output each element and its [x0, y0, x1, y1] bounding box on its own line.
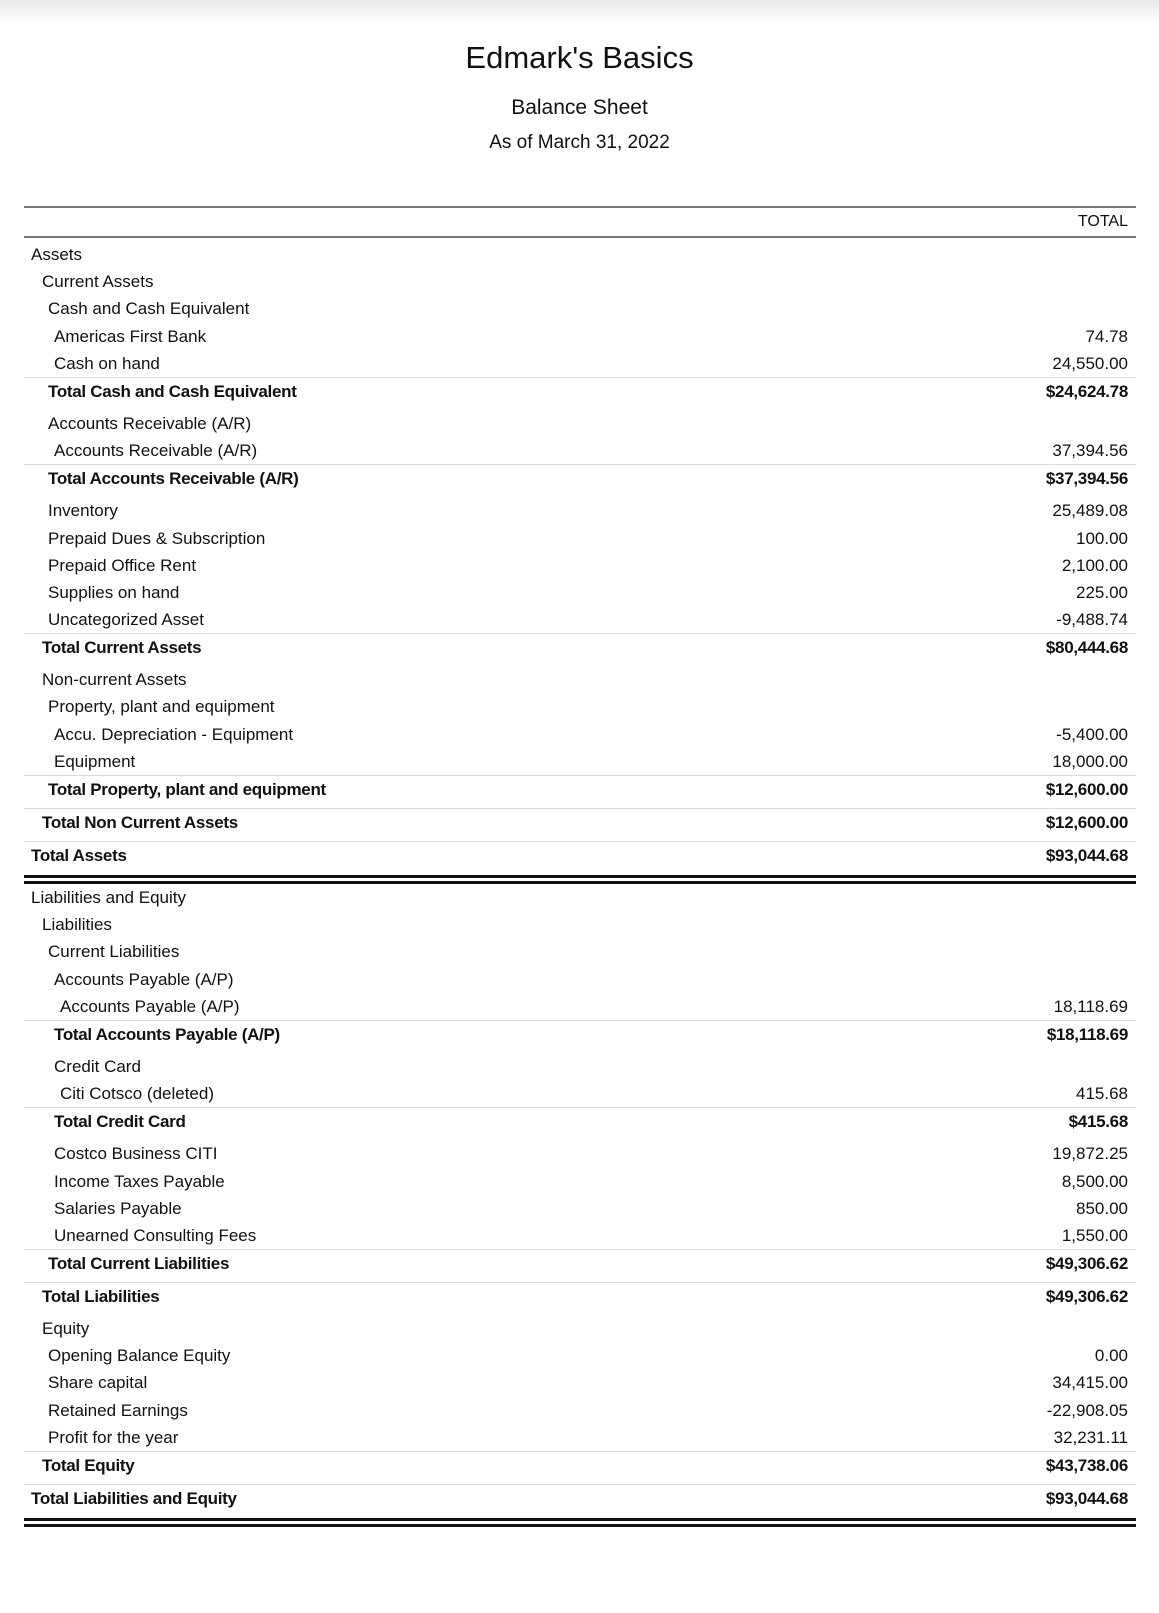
- account-row[interactable]: [24, 525, 1136, 552]
- row-amount[interactable]: $49,306.62: [1045, 1287, 1128, 1307]
- balance-sheet-table: [24, 206, 1136, 1527]
- row-label: Total Assets: [31, 846, 127, 865]
- column-header-total: TOTAL: [1077, 213, 1128, 230]
- row-amount[interactable]: -22,908.05: [1046, 1400, 1128, 1420]
- account-row[interactable]: [24, 721, 1136, 748]
- account-row[interactable]: [24, 552, 1136, 579]
- row-label: Total Non Current Assets: [42, 813, 238, 832]
- row-amount[interactable]: 19,872.25: [1052, 1144, 1128, 1164]
- total-row-credit-card[interactable]: [24, 1107, 1136, 1135]
- row-label: Non-current Assets: [42, 670, 187, 690]
- row-amount[interactable]: -5,400.00: [1056, 724, 1128, 744]
- account-row[interactable]: [24, 497, 1136, 524]
- row-amount[interactable]: $93,044.68: [1045, 846, 1128, 865]
- group-heading-current-assets[interactable]: [24, 268, 1136, 295]
- total-row-assets[interactable]: [24, 841, 1136, 869]
- row-amount[interactable]: 37,394.56: [1052, 441, 1128, 461]
- group-heading-current-liabilities[interactable]: [24, 938, 1136, 965]
- section-heading-liabilities-equity[interactable]: [24, 884, 1136, 911]
- row-amount[interactable]: 850.00: [1076, 1198, 1128, 1218]
- account-row[interactable]: [24, 579, 1136, 606]
- row-label: Inventory: [48, 501, 118, 521]
- group-heading-credit-card[interactable]: [24, 1053, 1136, 1080]
- total-row-cash[interactable]: [24, 377, 1136, 405]
- row-label: Current Liabilities: [48, 942, 180, 962]
- row-label: Total Current Assets: [42, 638, 202, 658]
- window-top-shade: [0, 0, 1159, 24]
- account-row[interactable]: [24, 1397, 1136, 1424]
- total-row-liabilities-equity[interactable]: [24, 1484, 1136, 1512]
- row-amount[interactable]: $12,600.00: [1045, 780, 1128, 799]
- row-label: Cash on hand: [54, 353, 160, 373]
- row-label: Equity: [42, 1319, 90, 1339]
- row-label: Accounts Payable (A/P): [54, 969, 234, 989]
- row-label: Credit Card: [54, 1056, 141, 1076]
- row-label: Total Property, plant and equipment: [48, 780, 326, 799]
- row-amount[interactable]: 0.00: [1094, 1346, 1128, 1366]
- row-amount[interactable]: $18,118.69: [1046, 1024, 1128, 1044]
- row-amount[interactable]: 74.78: [1085, 326, 1128, 346]
- account-row[interactable]: [24, 993, 1136, 1020]
- row-label: Total Current Liabilities: [48, 1254, 230, 1274]
- column-header-row: [24, 208, 1136, 236]
- company-name: Edmark's Basics: [465, 40, 694, 75]
- account-row[interactable]: [24, 1168, 1136, 1195]
- group-heading-non-current-assets[interactable]: [24, 666, 1136, 693]
- row-amount[interactable]: $415.68: [1068, 1112, 1128, 1132]
- row-label: Prepaid Office Rent: [48, 555, 197, 575]
- row-label: Accounts Receivable (A/R): [48, 413, 252, 433]
- report-title: Balance Sheet: [511, 96, 648, 119]
- row-label: Costco Business CITI: [54, 1144, 218, 1164]
- row-label: Total Liabilities and Equity: [31, 1489, 237, 1508]
- row-label: Share capital: [48, 1373, 148, 1393]
- double-rule-liabilities-equity: [24, 1518, 1136, 1527]
- account-row[interactable]: [24, 437, 1136, 464]
- account-row[interactable]: [24, 748, 1136, 775]
- row-amount[interactable]: $24,624.78: [1045, 381, 1128, 401]
- row-label: Opening Balance Equity: [48, 1346, 231, 1366]
- row-label: Liabilities and Equity: [31, 888, 186, 907]
- account-row[interactable]: [24, 1369, 1136, 1396]
- row-label: Total Accounts Payable (A/P): [54, 1024, 280, 1044]
- row-amount[interactable]: 32,231.11: [1053, 1427, 1128, 1447]
- row-label: Cash and Cash Equivalent: [48, 299, 250, 319]
- row-label: Unearned Consulting Fees: [54, 1225, 257, 1245]
- report-date: As of March 31, 2022: [489, 132, 670, 153]
- row-amount[interactable]: 2,100.00: [1061, 555, 1128, 575]
- row-amount[interactable]: 225.00: [1076, 582, 1128, 602]
- row-amount[interactable]: -9,488.74: [1056, 610, 1128, 630]
- account-row[interactable]: [24, 350, 1136, 377]
- account-row[interactable]: [24, 1140, 1136, 1167]
- row-label: Total Accounts Receivable (A/R): [48, 469, 299, 489]
- row-label: Profit for the year: [48, 1427, 179, 1447]
- row-label: Assets: [31, 245, 83, 264]
- total-row-current-assets[interactable]: [24, 633, 1136, 661]
- row-label: Current Assets: [42, 272, 154, 292]
- row-label: Accounts Payable (A/P): [60, 996, 240, 1016]
- row-amount[interactable]: $43,738.06: [1045, 1456, 1128, 1475]
- row-label: Equipment: [54, 751, 136, 771]
- row-amount[interactable]: 8,500.00: [1061, 1171, 1128, 1191]
- account-row[interactable]: [24, 323, 1136, 350]
- row-label: Total Cash and Cash Equivalent: [48, 381, 297, 401]
- assets-section: [24, 241, 1136, 884]
- row-label: Total Credit Card: [54, 1112, 186, 1132]
- row-label: Accounts Receivable (A/R): [54, 441, 258, 461]
- account-row[interactable]: [24, 606, 1136, 633]
- row-amount[interactable]: $80,444.68: [1045, 638, 1128, 658]
- row-amount[interactable]: 1,550.00: [1061, 1225, 1128, 1245]
- row-amount[interactable]: 24,550.00: [1052, 353, 1128, 373]
- row-label: Salaries Payable: [54, 1198, 182, 1218]
- row-label: Prepaid Dues & Subscription: [48, 528, 266, 548]
- row-amount[interactable]: 25,489.08: [1052, 501, 1128, 521]
- account-row[interactable]: [24, 1222, 1136, 1249]
- row-label: Uncategorized Asset: [48, 610, 204, 630]
- row-amount[interactable]: $49,306.62: [1045, 1254, 1128, 1274]
- row-label: Supplies on hand: [48, 582, 180, 602]
- row-label: Income Taxes Payable: [54, 1171, 225, 1191]
- row-amount[interactable]: 415.68: [1076, 1084, 1128, 1104]
- row-amount[interactable]: 18,000.00: [1052, 751, 1128, 771]
- group-heading-cash[interactable]: [24, 295, 1136, 322]
- total-row-ppe[interactable]: [24, 775, 1136, 803]
- total-row-ar[interactable]: [24, 464, 1136, 492]
- group-heading-ap[interactable]: [24, 966, 1136, 993]
- row-amount[interactable]: 34,415.00: [1052, 1373, 1128, 1393]
- row-label: Citi Cotsco (deleted): [60, 1084, 215, 1104]
- row-label: Total Equity: [42, 1456, 135, 1475]
- group-heading-liabilities[interactable]: [24, 911, 1136, 938]
- account-row[interactable]: [24, 1195, 1136, 1222]
- total-row-non-current-assets[interactable]: [24, 808, 1136, 836]
- row-amount[interactable]: $37,394.56: [1045, 469, 1128, 489]
- account-row[interactable]: [24, 1080, 1136, 1107]
- total-row-ap[interactable]: [24, 1020, 1136, 1048]
- row-amount[interactable]: 18,118.69: [1053, 996, 1128, 1016]
- row-label: Liabilities: [42, 915, 112, 935]
- row-label: Total Liabilities: [42, 1287, 160, 1307]
- row-label: Property, plant and equipment: [48, 697, 275, 717]
- total-row-current-liabilities[interactable]: [24, 1249, 1136, 1277]
- account-row[interactable]: [24, 1424, 1136, 1451]
- row-amount[interactable]: $12,600.00: [1045, 813, 1128, 832]
- group-heading-ppe[interactable]: [24, 693, 1136, 720]
- account-row[interactable]: [24, 1342, 1136, 1369]
- group-heading-ar[interactable]: [24, 410, 1136, 437]
- row-label: Americas First Bank: [54, 326, 207, 346]
- row-label: Retained Earnings: [48, 1400, 188, 1420]
- liabilities-equity-section: [24, 884, 1136, 1527]
- row-label: Accu. Depreciation - Equipment: [54, 724, 294, 744]
- double-rule-assets: [24, 875, 1136, 884]
- row-amount[interactable]: 100.00: [1076, 528, 1128, 548]
- total-row-liabilities[interactable]: [24, 1282, 1136, 1310]
- row-amount[interactable]: $93,044.68: [1045, 1489, 1128, 1508]
- section-heading-assets[interactable]: [24, 241, 1136, 268]
- group-heading-equity[interactable]: [24, 1315, 1136, 1342]
- total-row-equity[interactable]: [24, 1451, 1136, 1479]
- header-bottom-rule: [24, 236, 1136, 238]
